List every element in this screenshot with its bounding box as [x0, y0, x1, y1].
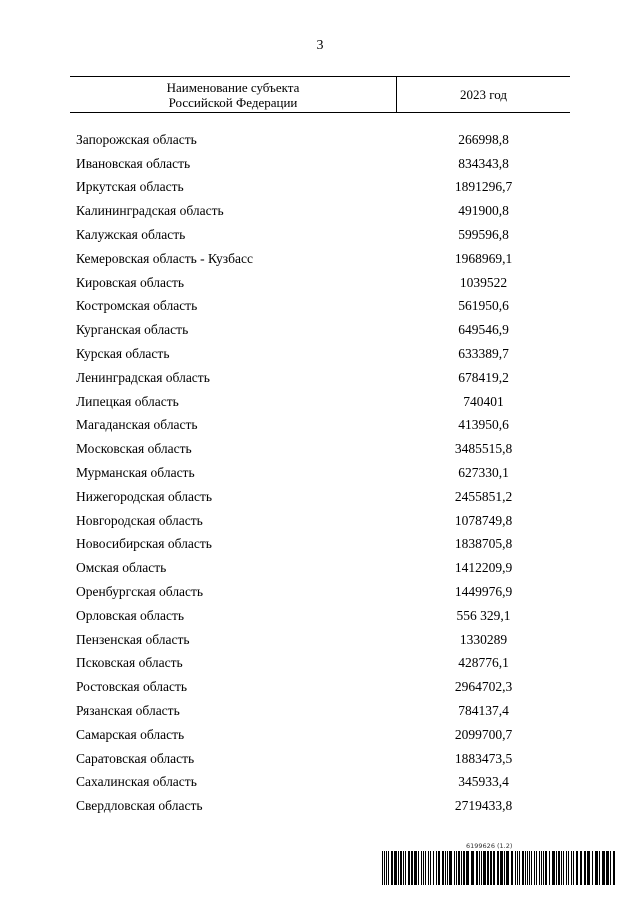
table-row — [0, 723, 640, 747]
region-value: 491900,8 — [458, 203, 509, 219]
region-name: Калининградская область — [76, 203, 224, 219]
table-row — [0, 271, 640, 295]
barcode — [380, 842, 618, 890]
region-value: 2719433,8 — [454, 798, 513, 814]
region-name: Курганская область — [76, 322, 189, 338]
table-body — [0, 128, 640, 818]
region-value: 1039522 — [459, 274, 508, 290]
barcode-image — [380, 851, 618, 885]
region-name: Самарская область — [76, 726, 185, 742]
region-name: Пензенская область — [76, 631, 190, 647]
region-name: Калужская область — [76, 227, 186, 243]
region-name: Ленинградская область — [76, 369, 210, 385]
region-value: 561950,6 — [458, 298, 509, 314]
region-value: 428776,1 — [458, 655, 509, 671]
region-value: 1078749,8 — [454, 512, 513, 528]
region-value: 834343,8 — [458, 155, 509, 171]
table-row — [0, 628, 640, 652]
table-row — [0, 437, 640, 461]
table-row — [0, 652, 640, 676]
region-name: Кемеровская область - Кузбасс — [76, 250, 253, 266]
region-name: Курская область — [76, 346, 170, 362]
region-name: Запорожская область — [76, 131, 197, 147]
region-name: Рязанская область — [76, 703, 180, 719]
table-row — [0, 342, 640, 366]
region-value: 649546,9 — [458, 322, 509, 338]
region-name: Ивановская область — [76, 155, 191, 171]
table-row — [0, 699, 640, 723]
region-value: 345933,4 — [458, 774, 509, 790]
region-name: Иркутская область — [76, 179, 184, 195]
region-value: 1838705,8 — [454, 536, 513, 552]
table-row — [0, 794, 640, 818]
table-row — [0, 580, 640, 604]
region-value: 1330289 — [459, 631, 508, 647]
region-name: Мурманская область — [76, 465, 195, 481]
table-row — [0, 509, 640, 533]
region-value: 784137,4 — [458, 703, 509, 719]
region-name: Новосибирская область — [76, 536, 212, 552]
table-row — [0, 128, 640, 152]
region-value: 1883473,5 — [454, 750, 513, 766]
table-row — [0, 199, 640, 223]
region-value: 2099700,7 — [454, 726, 513, 742]
header-region-line2: Российской Федерации — [168, 94, 298, 110]
region-name: Омская область — [76, 560, 167, 576]
region-value: 2964702,3 — [454, 679, 513, 695]
region-value: 266998,8 — [458, 131, 509, 147]
region-value: 1968969,1 — [454, 250, 513, 266]
region-value: 678419,2 — [458, 369, 509, 385]
table-row — [0, 223, 640, 247]
table-row — [0, 533, 640, 557]
region-name: Магаданская область — [76, 417, 198, 433]
region-name: Псковская область — [76, 655, 183, 671]
table-row — [0, 318, 640, 342]
table-row — [0, 390, 640, 414]
table-row — [0, 152, 640, 176]
region-value: 2455851,2 — [454, 488, 513, 504]
region-value: 633389,7 — [458, 346, 509, 362]
header-region-column — [70, 77, 397, 112]
region-name: Сахалинская область — [76, 774, 197, 790]
table-row — [0, 247, 640, 271]
region-name: Орловская область — [76, 607, 185, 623]
table-row — [0, 485, 640, 509]
region-name: Оренбургская область — [76, 584, 204, 600]
region-name: Свердловская область — [76, 798, 203, 814]
region-value: 740401 — [463, 393, 504, 409]
region-name: Саратовская область — [76, 750, 195, 766]
region-value: 1449976,9 — [454, 584, 513, 600]
table-row — [0, 414, 640, 438]
header-year-column: 2023 год — [460, 86, 507, 102]
table-row — [0, 295, 640, 319]
region-name: Нижегородская область — [76, 488, 213, 504]
region-value: 627330,1 — [458, 465, 509, 481]
table-row — [0, 747, 640, 771]
region-name: Московская область — [76, 441, 192, 457]
region-value: 599596,8 — [458, 227, 509, 243]
page-number: 3 — [316, 38, 324, 53]
region-value: 3485515,8 — [454, 441, 513, 457]
region-name: Липецкая область — [76, 393, 179, 409]
region-name: Кировская область — [76, 274, 185, 290]
table-row — [0, 604, 640, 628]
table-row — [0, 366, 640, 390]
table-row — [0, 461, 640, 485]
region-value: 1891296,7 — [454, 179, 513, 195]
region-name: Ростовская область — [76, 679, 187, 695]
table-row — [0, 556, 640, 580]
table-row — [0, 176, 640, 200]
region-value: 556 329,1 — [456, 607, 511, 623]
table-row — [0, 771, 640, 795]
header-region-line1: Наименование субъекта — [166, 79, 300, 95]
region-name: Новгородская область — [76, 512, 203, 528]
region-value: 413950,6 — [458, 417, 509, 433]
region-value: 1412209,9 — [454, 560, 513, 576]
table-row — [0, 675, 640, 699]
region-name: Костромская область — [76, 298, 198, 314]
barcode-label: 6199626 (1.2) — [466, 842, 513, 850]
table-header — [70, 76, 570, 113]
